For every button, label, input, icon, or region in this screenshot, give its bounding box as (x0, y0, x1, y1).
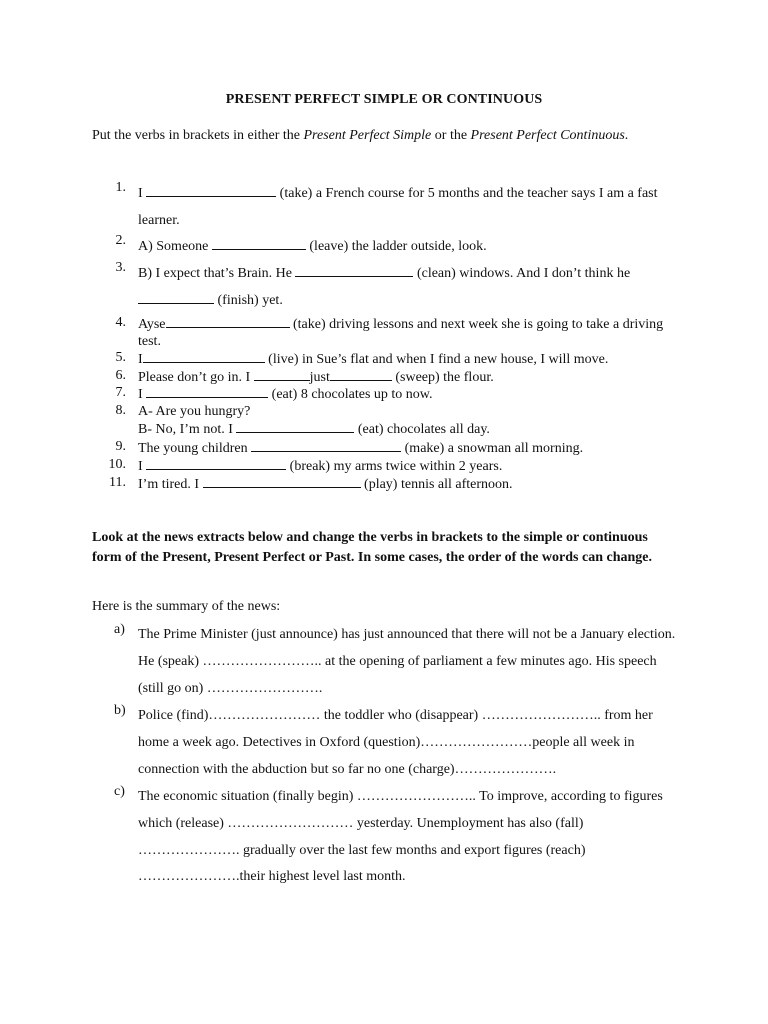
exercise1-instructions (92, 127, 652, 145)
item-text-before: I (138, 186, 147, 201)
item-number: 4. (115, 315, 126, 330)
item-text-before: B- No, I’m not. I (138, 422, 237, 437)
item-text-after: (clean) windows. And I don’t think he (413, 266, 631, 281)
item-text (138, 350, 678, 368)
intro-middle: or the (431, 128, 471, 143)
answer-blank[interactable] (330, 368, 392, 381)
page-title: PRESENT PERFECT SIMPLE OR CONTINUOUS (225, 92, 543, 107)
item-text-after: (leave) the ladder outside, look. (305, 239, 487, 254)
item-text-before: I (138, 352, 143, 367)
news-text: Police (find)…………………… the toddler who (disappear) …………………….. from her home a week ago. Detectives in Oxford (question)……………………people all week in connection with the abduction but so far no one (charge)…………………. (138, 708, 653, 777)
item-text-before: I (138, 387, 147, 402)
answer-blank[interactable] (212, 237, 306, 250)
item-number: 8. (115, 403, 126, 418)
answer-blank[interactable] (146, 385, 268, 398)
item-number: 7. (115, 385, 126, 400)
item-number: 3. (115, 260, 126, 275)
answer-blank[interactable] (295, 264, 413, 277)
answer-blank[interactable] (236, 420, 354, 433)
item-text-after: (take) a French course for 5 months and the teacher says I am a fast learner. (138, 186, 658, 228)
intro-italic-simple: Present Perfect Simple (303, 128, 432, 143)
news-letter: a) (114, 622, 125, 637)
item-text-after: (live) in Sue’s flat and when I find a new house, I will move. (264, 352, 609, 367)
news-letter: b) (114, 703, 126, 718)
item-text-before: The young children (138, 441, 252, 456)
answer-blank[interactable] (166, 315, 290, 328)
item-text-before: A) Someone (138, 239, 212, 254)
item-text-before: Please don’t go in. I (138, 370, 254, 385)
item-text-after: (play) tennis all afternoon. (360, 477, 513, 492)
item-number: 1. (115, 180, 126, 195)
item-text-before: I’m tired. I (138, 477, 203, 492)
item-text-before: B) I expect that’s Brain. He (138, 266, 296, 281)
intro-suffix: . (624, 128, 629, 143)
news-text: The Prime Minister (just announce) has just announced that there will not be a January election. He (speak) …………………….. at the opening of parliament a few minutes ago. His speech (still go on) ……………………. (138, 627, 676, 696)
item-text (138, 368, 678, 386)
item-text-after: (eat) 8 chocolates up to now. (268, 387, 433, 402)
item-number: 6. (115, 368, 126, 383)
summary-label: Here is the summary of the news: (92, 599, 281, 614)
item-text-mid: just (309, 370, 330, 385)
item-text (138, 315, 668, 350)
answer-blank[interactable] (251, 439, 401, 452)
item-number: 2. (115, 233, 126, 248)
item-text (138, 180, 658, 234)
answer-blank[interactable] (146, 184, 276, 197)
answer-blank[interactable] (146, 457, 286, 470)
item-text (138, 439, 678, 457)
news-text: The economic situation (finally begin) …………………….. To improve, according to figures which (release) ……………………… yesterday. Unemployment has also (fall) …………………. gradually over the last few months and export figures (reach) ………………….their highest level last month. (138, 789, 663, 885)
item-text (138, 385, 678, 403)
item-text (138, 233, 678, 260)
item-text (138, 475, 678, 493)
item-text-after: (finish) yet. (214, 293, 283, 308)
item-number: 5. (115, 350, 126, 365)
item-number: 11. (109, 475, 126, 490)
item-text (138, 403, 678, 438)
item-text (138, 457, 678, 475)
item-text-before: I (138, 459, 147, 474)
item-text-after: (sweep) the flour. (391, 370, 494, 385)
item-text-after: (take) driving lessons and next week she is going to take a driving test. (138, 317, 664, 349)
item-text-after: (make) a snowman all morning. (401, 441, 584, 456)
news-letter: c) (114, 784, 125, 799)
item-text-after: (break) my arms twice within 2 years. (286, 459, 503, 474)
item-number: 10. (108, 457, 126, 472)
answer-blank[interactable] (143, 350, 265, 363)
item-text-after: (eat) chocolates all day. (354, 422, 490, 437)
item-text-before: Ayse (138, 317, 166, 332)
answer-blank[interactable] (254, 368, 310, 381)
item-text (138, 260, 673, 314)
answer-blank[interactable] (138, 291, 214, 304)
intro-italic-continuous: Present Perfect Continuous (470, 128, 625, 143)
exercise2-instructions: Look at the news extracts below and change the verbs in brackets to the simple or continuous form of the Present, Present Perfect or Past. In some cases, the order of the words can change. (92, 530, 652, 565)
item-number: 9. (115, 439, 126, 454)
intro-prefix: Put the verbs in brackets in either the (92, 128, 304, 143)
item-text-before: A- Are you hungry? (138, 404, 251, 419)
answer-blank[interactable] (203, 475, 361, 488)
